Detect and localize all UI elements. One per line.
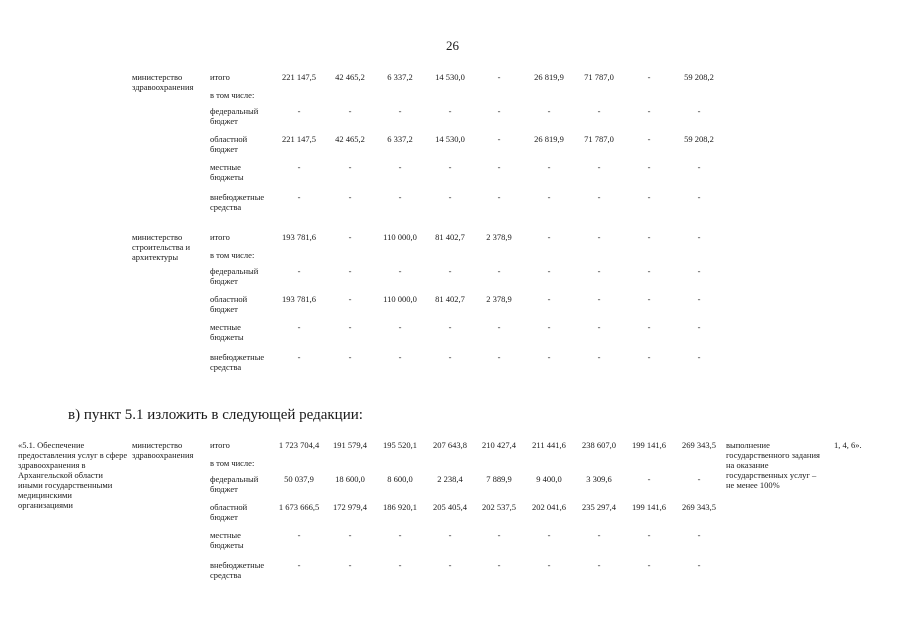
value-cell: - [697, 474, 701, 484]
value-cell: 2 378,9 [486, 232, 512, 242]
value-cell: 59 208,2 [684, 72, 714, 82]
row-label: областной бюджет [210, 502, 248, 522]
value-cell: - [398, 322, 402, 332]
value-cell: - [597, 294, 601, 304]
value-cell: 202 537,5 [482, 502, 516, 512]
row-label: в том числе: [210, 90, 255, 100]
value-cell: - [547, 322, 551, 332]
value-cell: 50 037,9 [284, 474, 314, 484]
value-cell: - [647, 192, 651, 202]
value-cell: - [697, 560, 701, 570]
value-cell: - [597, 232, 601, 242]
block1-organization: министерство здравоохранения [132, 72, 194, 92]
row-label: областной бюджет [210, 134, 248, 154]
value-cell: - [597, 352, 601, 362]
value-cell: - [547, 530, 551, 540]
block2-organization: министерство строительства и архитектуры [132, 232, 191, 262]
value-cell: - [448, 106, 452, 116]
section-heading: в) пункт 5.1 изложить в следующей редакции: [68, 407, 363, 423]
value-cell: - [297, 266, 301, 276]
row-label: в том числе: [210, 458, 255, 468]
row-label: внебюджетные средства [210, 352, 265, 372]
value-cell: - [547, 266, 551, 276]
value-cell: 6 337,2 [387, 72, 413, 82]
value-cell: 269 343,5 [682, 440, 716, 450]
value-cell: - [547, 560, 551, 570]
value-cell: 172 979,4 [333, 502, 367, 512]
value-cell: - [597, 530, 601, 540]
value-cell: - [297, 192, 301, 202]
value-cell: - [348, 266, 352, 276]
value-cell: - [497, 106, 501, 116]
value-cell: - [297, 162, 301, 172]
value-cell: 42 465,2 [335, 72, 365, 82]
value-cell: - [398, 192, 402, 202]
value-cell: 81 402,7 [435, 294, 465, 304]
value-cell: 8 600,0 [387, 474, 413, 484]
value-cell: 205 405,4 [433, 502, 467, 512]
value-cell: 1 673 666,5 [278, 502, 320, 512]
row-label: местные бюджеты [210, 162, 244, 182]
block3-links: 1, 4, 6». [834, 440, 862, 450]
value-cell: - [448, 530, 452, 540]
value-cell: - [448, 322, 452, 332]
value-cell: - [647, 162, 651, 172]
value-cell: - [697, 162, 701, 172]
value-cell: - [497, 560, 501, 570]
row-label: внебюджетные средства [210, 560, 265, 580]
value-cell: - [647, 322, 651, 332]
value-cell: - [448, 560, 452, 570]
row-label: итого [210, 232, 230, 242]
value-cell: - [647, 106, 651, 116]
value-cell: 2 378,9 [486, 294, 512, 304]
value-cell: - [697, 294, 701, 304]
value-cell: - [697, 232, 701, 242]
block3-indicator: выполнение государственного задания на оказание государственных услуг – не менее 100% [726, 440, 820, 490]
row-label: областной бюджет [210, 294, 248, 314]
row-label: в том числе: [210, 250, 255, 260]
value-cell: - [348, 294, 352, 304]
value-cell: 199 141,6 [632, 502, 666, 512]
value-cell: - [547, 192, 551, 202]
value-cell: 59 208,2 [684, 134, 714, 144]
row-label: итого [210, 440, 230, 450]
value-cell: 26 819,9 [534, 72, 564, 82]
value-cell: - [647, 72, 651, 82]
value-cell: 193 781,6 [282, 294, 316, 304]
value-cell: - [297, 352, 301, 362]
value-cell: - [348, 106, 352, 116]
value-cell: 71 787,0 [584, 72, 614, 82]
value-cell: - [497, 162, 501, 172]
value-cell: - [497, 72, 501, 82]
value-cell: - [597, 322, 601, 332]
value-cell: - [448, 162, 452, 172]
value-cell: 110 000,0 [383, 294, 417, 304]
value-cell: - [398, 560, 402, 570]
value-cell: 221 147,5 [282, 134, 316, 144]
value-cell: - [597, 560, 601, 570]
value-cell: - [647, 352, 651, 362]
value-cell: 235 297,4 [582, 502, 616, 512]
value-cell: 211 441,6 [532, 440, 566, 450]
value-cell: - [348, 560, 352, 570]
value-cell: 42 465,2 [335, 134, 365, 144]
value-cell: 6 337,2 [387, 134, 413, 144]
value-cell: 186 920,1 [383, 502, 417, 512]
value-cell: - [547, 232, 551, 242]
row-label: итого [210, 72, 230, 82]
row-label: федеральный бюджет [210, 266, 259, 286]
value-cell: - [697, 322, 701, 332]
value-cell: - [697, 266, 701, 276]
value-cell: 191 579,4 [333, 440, 367, 450]
value-cell: 210 427,4 [482, 440, 516, 450]
value-cell: 14 530,0 [435, 134, 465, 144]
value-cell: - [398, 530, 402, 540]
value-cell: - [697, 352, 701, 362]
value-cell: - [597, 266, 601, 276]
value-cell: - [297, 106, 301, 116]
value-cell: - [497, 352, 501, 362]
value-cell: 3 309,6 [586, 474, 612, 484]
value-cell: 2 238,4 [437, 474, 463, 484]
value-cell: - [497, 134, 501, 144]
value-cell: - [297, 560, 301, 570]
value-cell: - [497, 530, 501, 540]
value-cell: 26 819,9 [534, 134, 564, 144]
value-cell: - [647, 266, 651, 276]
row-label: федеральный бюджет [210, 474, 259, 494]
value-cell: - [348, 530, 352, 540]
value-cell: - [547, 162, 551, 172]
value-cell: - [497, 266, 501, 276]
value-cell: 81 402,7 [435, 232, 465, 242]
block3-item-title: «5.1. Обеспечение предоставления услуг в сфере здравоохранения в Архангельской области иными государственными медицинскими организациями [18, 440, 128, 510]
value-cell: 14 530,0 [435, 72, 465, 82]
value-cell: 199 141,6 [632, 440, 666, 450]
row-label: внебюджетные средства [210, 192, 265, 212]
row-label: местные бюджеты [210, 530, 244, 550]
value-cell: - [398, 352, 402, 362]
value-cell: 7 889,9 [486, 474, 512, 484]
block3-organization: министерство здравоохранения [132, 440, 194, 460]
value-cell: - [398, 106, 402, 116]
row-label: местные бюджеты [210, 322, 244, 342]
value-cell: - [297, 530, 301, 540]
value-cell: - [647, 294, 651, 304]
value-cell: 238 607,0 [582, 440, 616, 450]
row-label: федеральный бюджет [210, 106, 259, 126]
value-cell: - [448, 352, 452, 362]
value-cell: - [398, 162, 402, 172]
value-cell: - [348, 232, 352, 242]
value-cell: - [547, 352, 551, 362]
value-cell: - [297, 322, 301, 332]
value-cell: - [398, 266, 402, 276]
value-cell: - [348, 352, 352, 362]
value-cell: - [348, 322, 352, 332]
value-cell: - [697, 106, 701, 116]
value-cell: - [647, 530, 651, 540]
value-cell: - [348, 162, 352, 172]
value-cell: 1 723 704,4 [278, 440, 320, 450]
value-cell: 18 600,0 [335, 474, 365, 484]
value-cell: - [697, 192, 701, 202]
value-cell: - [448, 192, 452, 202]
value-cell: 269 343,5 [682, 502, 716, 512]
value-cell: 110 000,0 [383, 232, 417, 242]
value-cell: - [597, 192, 601, 202]
value-cell: - [597, 162, 601, 172]
value-cell: - [547, 294, 551, 304]
value-cell: - [647, 560, 651, 570]
value-cell: - [697, 530, 701, 540]
value-cell: 207 643,8 [433, 440, 467, 450]
value-cell: - [497, 192, 501, 202]
value-cell: - [497, 322, 501, 332]
value-cell: - [547, 106, 551, 116]
value-cell: - [597, 106, 601, 116]
value-cell: - [647, 474, 651, 484]
page-number: 26 [446, 38, 459, 53]
value-cell: - [647, 134, 651, 144]
value-cell: 9 400,0 [536, 474, 562, 484]
value-cell: 221 147,5 [282, 72, 316, 82]
value-cell: 193 781,6 [282, 232, 316, 242]
value-cell: - [448, 266, 452, 276]
value-cell: 71 787,0 [584, 134, 614, 144]
value-cell: - [647, 232, 651, 242]
value-cell: 195 520,1 [383, 440, 417, 450]
value-cell: 202 041,6 [532, 502, 566, 512]
value-cell: - [348, 192, 352, 202]
